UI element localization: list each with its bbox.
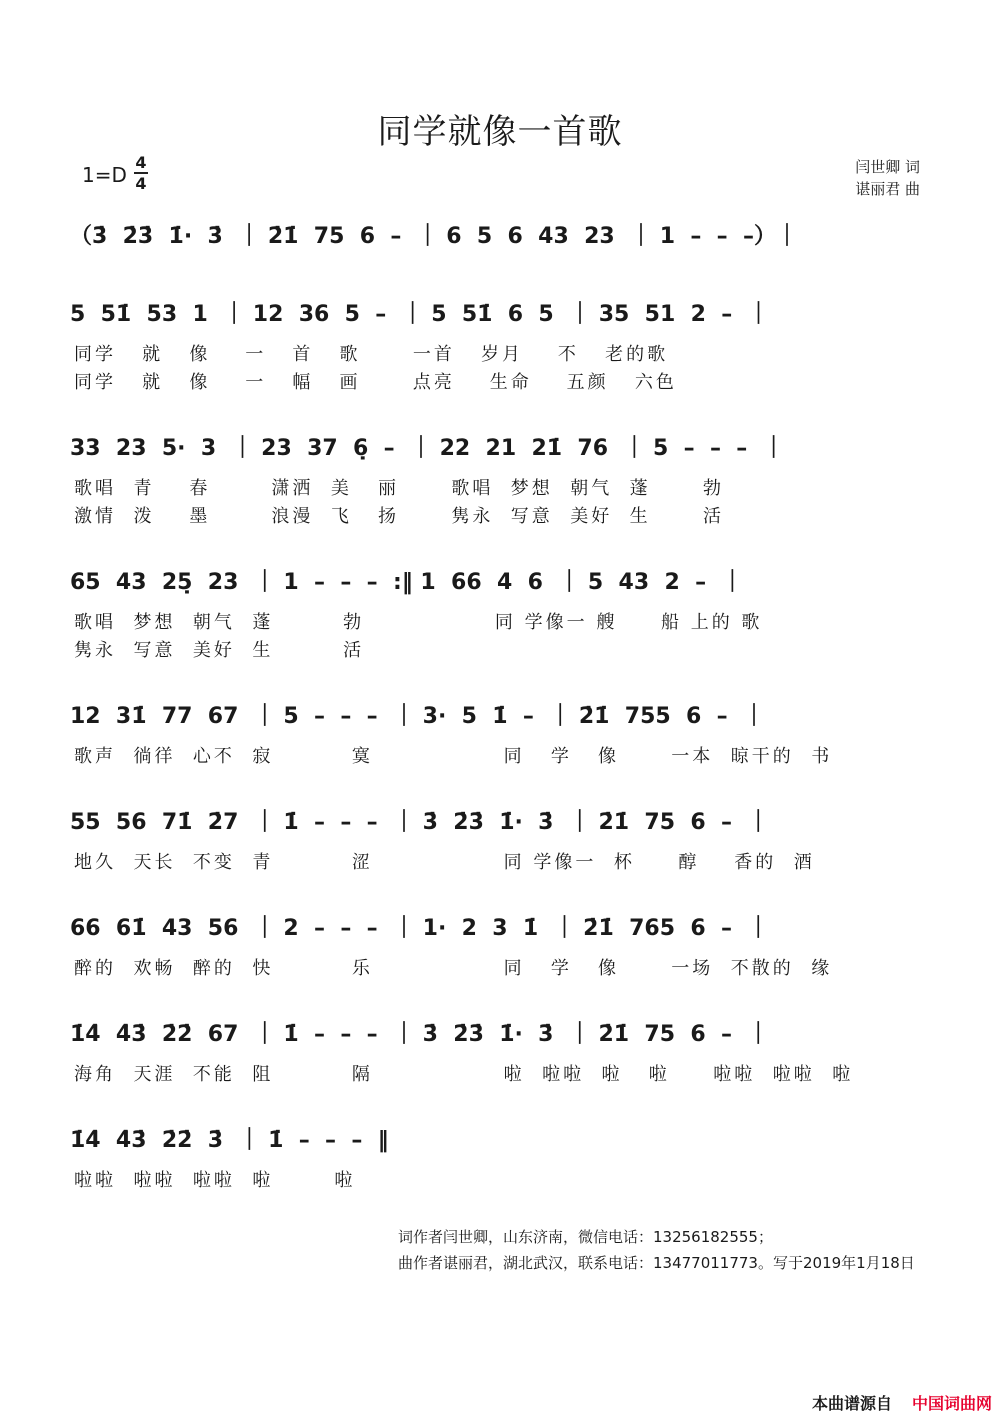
key-signature: 1=D (82, 163, 127, 187)
lyric-verse1-row-6: 地久 天长 不变 青 涩 同 学像一 杯 醇 香的 酒 (74, 852, 815, 873)
notation-row-2: 5 51̇ 53 1 ｜ 12 36 5 – ｜ 5 51̇ 6 5 ｜ 35 51 2 – ｜ (70, 302, 770, 327)
notation-row-3: 33 23 5· 3 ｜ 23 37 6̣ – ｜ 22 21 21̇ 76 ｜ 5 – – – ｜ (70, 436, 785, 461)
notation-row-8: 1̇4̇ 4̇3̇ 2̇2̇ 67 ｜ 1̇ – – – ｜ 3̇ 2̇3̇ 1̇· 3̇ ｜ 2̇1̇ 75 6 – ｜ (70, 1022, 770, 1047)
lyric-verse1-row-7: 醉的 欢畅 醉的 快 乐 同 学 像 一场 不散的 缘 (74, 958, 833, 979)
source-site: 中国词曲网 (911, 1394, 992, 1413)
lyric-verse1-row-9: 啦啦 啦啦 啦啦 啦 啦 (74, 1170, 356, 1191)
notation-row-7: 66 61̇ 43 56 ｜ 2 – – – ｜ 1· 2 3 1̇ ｜ 2̇1̇ 765 6 – ｜ (70, 916, 770, 941)
composer-credit: 谌丽君 曲 (855, 180, 920, 198)
lyric-verse1-row-5: 歌声 徜徉 心不 寂 寞 同 学 像 一本 晾干的 书 (74, 746, 833, 767)
lyric-verse2-row-2: 同学 就 像 一 幅 画 点亮 生命 五颜 六色 (74, 372, 677, 393)
lyric-verse2-row-3: 激情 泼 墨 浪漫 飞 扬 隽永 写意 美好 生 活 (74, 506, 724, 527)
notation-row-1: （3̇ 2̇3̇ 1̇· 3̇ ｜ 2̇1̇ 75 6 – ｜ 6 5 6 43 23 ｜ 1 – – –）｜ (70, 224, 798, 249)
lyricist-credit: 闫世卿 词 (855, 158, 920, 176)
lyric-verse1-row-8: 海角 天涯 不能 阻 隔 啦 啦啦 啦 啦 啦啦 啦啦 啦 (74, 1064, 854, 1085)
notation-row-5: 12 31̇ 77 67 ｜ 5 – – – ｜ 3· 5 1̇ – ｜ 2̇1̇ 755 6 – ｜ (70, 704, 765, 729)
song-title: 同学就像一首歌 (377, 112, 623, 152)
time-sig-top: 4 (135, 153, 147, 172)
source-label: 本曲谱源自 (811, 1394, 892, 1413)
notation-row-4: 65 43 25̣ 23 ｜ 1 – – – :‖ 1 66 4 6 ｜ 5 43 2 – ｜ (70, 570, 744, 595)
source-credit (812, 1391, 992, 1414)
lyric-verse1-row-2: 同学 就 像 一 首 歌 一首 岁月 不 老的歌 (74, 344, 669, 365)
notation-row-6: 55 56 71̇ 2̇7 ｜ 1̇ – – – ｜ 3̇ 2̇3̇ 1̇· 3̇ ｜ 2̇1̇ 75 6 – ｜ (70, 810, 770, 835)
lyric-verse1-row-4: 歌唱 梦想 朝气 蓬 勃 同 学像一 艘 船 上的 歌 (74, 612, 763, 633)
footer-composer-info: 曲作者谌丽君，湖北武汉，联系电话：13477011773。写于2019年1月18日 (398, 1254, 915, 1272)
footer-lyricist-info: 词作者闫世卿，山东济南，微信电话：13256182555； (398, 1228, 773, 1246)
lyric-verse1-row-3: 歌唱 青 春 潇洒 美 丽 歌唱 梦想 朝气 蓬 勃 (74, 478, 724, 499)
lyric-verse2-row-4: 隽永 写意 美好 生 活 (74, 640, 365, 661)
notation-row-9: 1̇4̇ 4̇3̇ 2̇2̇ 3̇ ｜ 1̇ – – – ‖ (70, 1128, 389, 1153)
time-sig-bottom: 4 (135, 174, 147, 193)
